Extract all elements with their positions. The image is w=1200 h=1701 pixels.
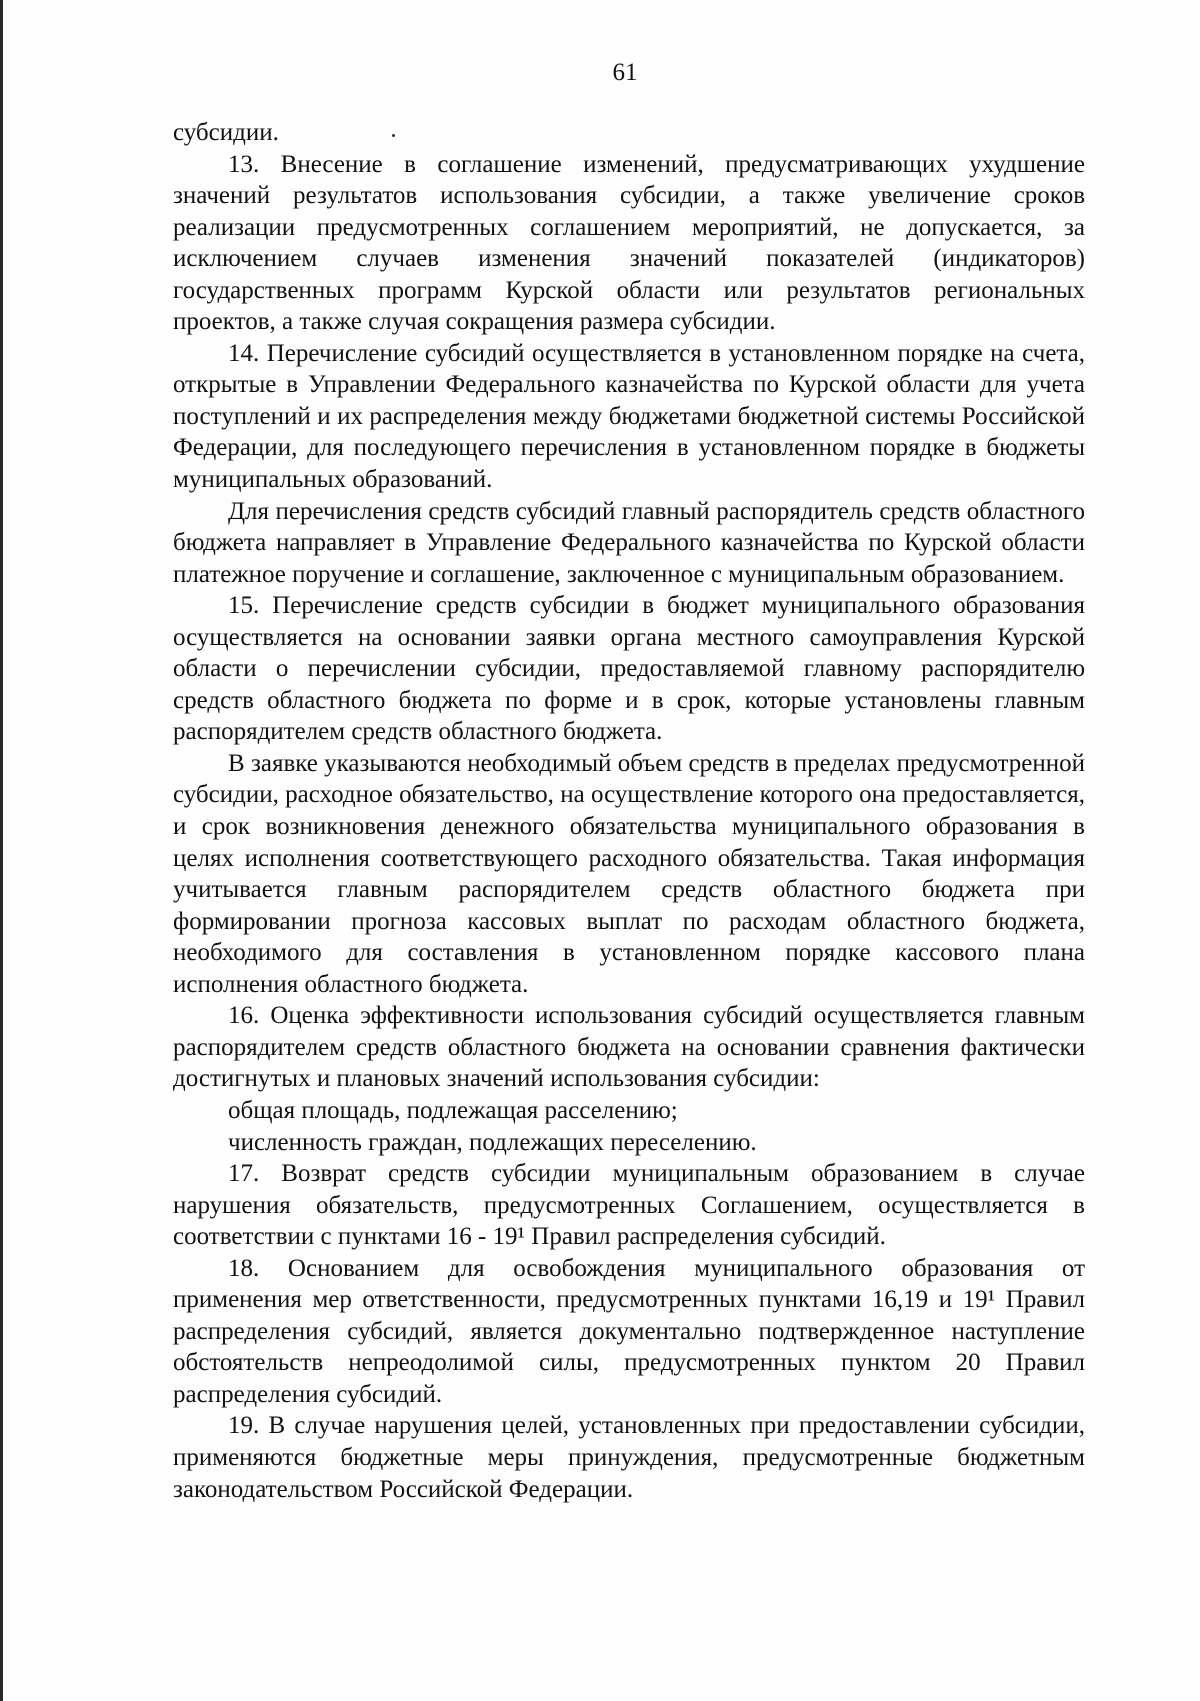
paragraph-15-application: В заявке указываются необходимый объем средств в пределах предусмотренной субсидии, расходное обязательство, на осуществление которого она предоставляется, и срок возникновения денежного обязательства муниципального образования в целях исполнения соответствующего расходного обязательства. Такая информация учитывается главным распорядителем средств областного бюджета при формировании прогноза кассовых выплат по расходам областного бюджета, необходимого для составления в установленном порядке кассового плана исполнения областного бюджета. bbox=[173, 749, 1085, 998]
indicator-citizens: численность граждан, подлежащих переселению. bbox=[228, 1128, 757, 1156]
paragraph-18: 18. Основанием для освобождения муниципального образования от применения мер ответственности, предусмотренных пунктами 16,19 и 19¹ Правил распределения субсидий, является документально подтвержденное наступление обстоятельств непреодолимой силы, предусмотренных пунктом 20 Правил распределения субсидий. bbox=[173, 1254, 1085, 1408]
paragraph-19: 19. В случае нарушения целей, установленных при предоставлении субсидии, применяются бюджетные меры принуждения, предусмотренные бюджетным законодательством Российской Федерации. bbox=[173, 1412, 1085, 1503]
indicator-area: общая площадь, подлежащая расселению; bbox=[228, 1096, 678, 1124]
paragraph-14: 14. Перечисление субсидий осуществляется в установленном порядке на счета, открытые в Управлении Федерального казначейства по Курской области для учета поступлений и их распределения между бюджетами бюджетной системы Российской Федерации, для последующего перечисления в установленном порядке в бюджеты муниципальных образований. bbox=[173, 339, 1085, 494]
paragraph-16: 16. Оценка эффективности использования субсидий осуществляется главным распорядителем средств областного бюджета на основании сравнения фактически достигнутых и плановых значений использования субсидии: bbox=[173, 1002, 1085, 1093]
paragraph-17: 17. Возврат средств субсидии муниципальным образованием в случае нарушения обязательств, предусмотренных Соглашением, осуществляется в соответствии с пунктами 16 - 19¹ Правил распределения субсидий. bbox=[173, 1160, 1085, 1251]
paragraph-15: 15. Перечисление средств субсидии в бюджет муниципального образования осуществляется на основании заявки органа местного самоуправления Курской области о перечислении субсидии, предоставляемой главному распорядителю средств областного бюджета по форме и в срок, которые установлены главным распорядителем средств областного бюджета. bbox=[173, 592, 1085, 746]
paragraph-13: 13. Внесение в соглашение изменений, предусматривающих ухудшение значений результатов использования субсидии, а также увеличение сроков реализации предусмотренных соглашением мероприятий, не допускается, за исключением случаев изменения значений показателей (индикаторов) государственных программ Курской области или результатов региональных проектов, а также случая сокращения размера субсидии. bbox=[173, 150, 1085, 336]
page-number: 61 bbox=[612, 59, 638, 86]
document-body bbox=[173, 117, 1085, 1505]
scan-edge bbox=[0, 0, 3, 1701]
paragraph-14-transfer: Для перечисления средств субсидий главный распорядитель средств областного бюджета направляет в Управление Федерального казначейства по Курской области платежное поручение и соглашение, заключенное с муниципальным образованием. bbox=[173, 497, 1085, 588]
paragraph-continuation: субсидии. bbox=[173, 119, 279, 146]
